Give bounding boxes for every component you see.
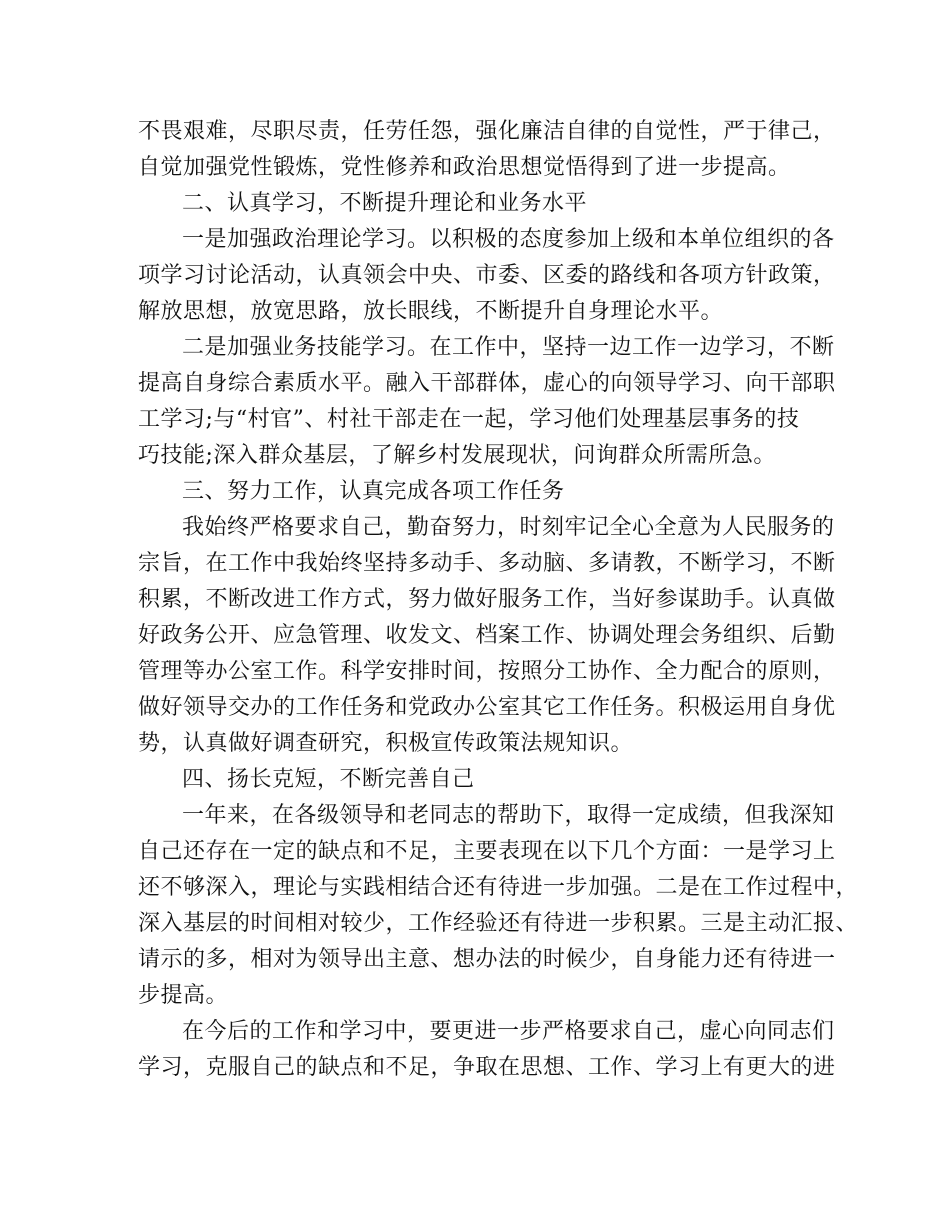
body-line: 一年来，在各级领导和老同志的帮助下，取得一定成绩，但我深知 xyxy=(182,803,835,828)
body-line: 管理等办公室工作。科学安排时间，按照分工协作、全力配合的原则， xyxy=(138,659,836,684)
body-line: 宗旨，在工作中我始终坚持多动手、多动脑、多请教，不断学习，不断 xyxy=(138,551,836,576)
body-line: 好政务公开、应急管理、收发文、档案工作、协调处理会务组织、后勤 xyxy=(138,623,836,648)
body-line: 势，认真做好调查研究，积极宣传政策法规知识。 xyxy=(138,731,634,756)
body-line: 项学习讨论活动，认真领会中央、市委、区委的路线和各项方针政策， xyxy=(138,263,836,288)
section-heading: 四、扬长克短，不断完善自己 xyxy=(182,767,475,792)
body-line: 巧技能;深入群众基层，了解乡村发展现状，问询群众所需所急。 xyxy=(138,443,776,468)
body-line: 我始终严格要求自己，勤奋努力，时刻牢记全心全意为人民服务的 xyxy=(182,515,835,540)
body-line: 解放思想，放宽思路，放长眼线，不断提升自身理论水平。 xyxy=(138,299,724,324)
body-line: 步提高。 xyxy=(138,983,229,1008)
body-line: 在今后的工作和学习中，要更进一步严格要求自己，虚心向同志们 xyxy=(182,1019,835,1044)
body-line: 请示的多，相对为领导出主意、想办法的时候少，自身能力还有待进一 xyxy=(138,947,836,972)
section-heading: 二、认真学习，不断提升理论和业务水平 xyxy=(182,191,588,216)
body-line: 一是加强政治理论学习。以积极的态度参加上级和本单位组织的各 xyxy=(182,227,835,252)
body-line: 还不够深入，理论与实践相结合还有待进一步加强。二是在工作过程中， xyxy=(138,875,859,900)
body-line: 学习，克服自己的缺点和不足，争取在思想、工作、学习上有更大的进 xyxy=(138,1055,836,1080)
document-page xyxy=(138,0,859,1230)
body-line: 深入基层的时间相对较少，工作经验还有待进一步积累。三是主动汇报、 xyxy=(138,911,859,936)
body-line: 自觉加强党性锻炼，党性修养和政治思想觉悟得到了进一步提高。 xyxy=(138,155,791,180)
body-line: 提高自身综合素质水平。融入干部群体，虚心的向领导学习、向干部职 xyxy=(138,371,836,396)
body-line: 二是加强业务技能学习。在工作中，坚持一边工作一边学习，不断 xyxy=(182,335,835,360)
section-heading: 三、努力工作，认真完成各项工作任务 xyxy=(182,479,565,504)
body-line: 积累，不断改进工作方式，努力做好服务工作，当好参谋助手。认真做 xyxy=(138,587,836,612)
body-line: 自己还存在一定的缺点和不足，主要表现在以下几个方面：一是学习上 xyxy=(138,839,836,864)
body-line: 工学习;与“村官”、村社干部走在一起，学习他们处理基层事务的技 xyxy=(138,407,800,432)
body-line: 不畏艰难，尽职尽责，任劳任怨，强化廉洁自律的自觉性，严于律己， xyxy=(138,119,836,144)
body-line: 做好领导交办的工作任务和党政办公室其它工作任务。积极运用自身优 xyxy=(138,695,836,720)
